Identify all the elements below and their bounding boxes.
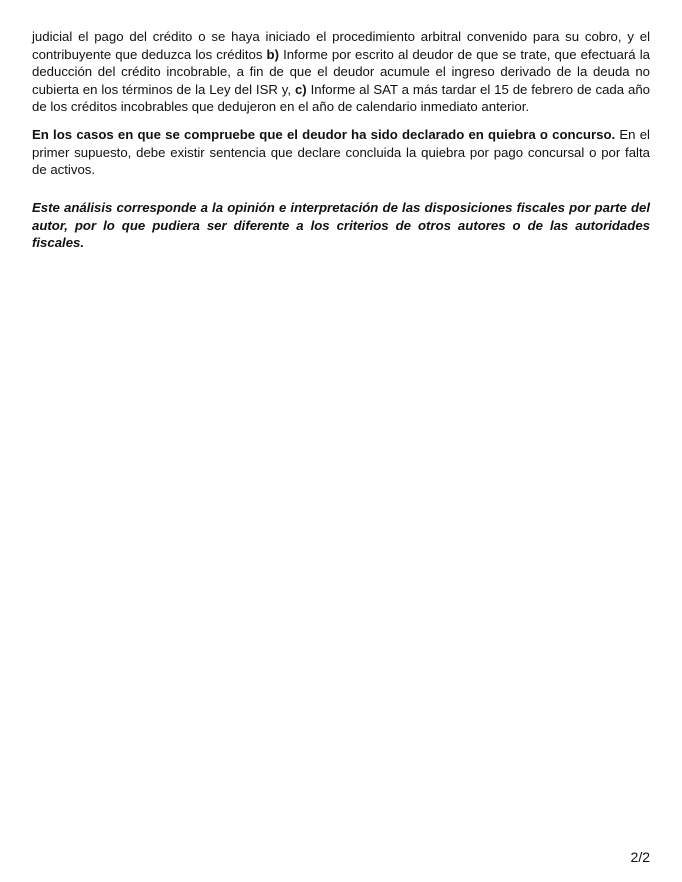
bankruptcy-text: En el primer supuesto, debe existir sentencia que declare concluida la quiebra por pago concursal o por falta de activos. bbox=[32, 127, 650, 178]
paragraph-bankruptcy bbox=[32, 126, 650, 179]
bankruptcy-heading: En los casos en que se compruebe que el deudor ha sido declarado en quiebra o concurso. bbox=[32, 127, 616, 142]
item-b-label: b) bbox=[266, 46, 279, 62]
paragraph1-text-part3: Informe al SAT a más tardar el 15 de febrero de cada año de los créditos incobrables que dedujeron en el año de calendario inmediato anterior. bbox=[32, 81, 650, 115]
page-number: 2/2 bbox=[630, 849, 650, 865]
paragraph1-text-part1: judicial el pago del crédito o se haya iniciado el procedimiento arbitral convenido para su cobro, y el contribuyente que deduzca los créditos bbox=[32, 29, 650, 62]
paragraph1-text-part2: Informe por escrito al deudor de que se trate, que efectuará la deducción del crédito incobrable, a fin de que el deudor acumule el ingreso derivado de la deuda no cubierta en los términos de la Ley del ISR y, bbox=[32, 46, 650, 97]
item-c-label: c) bbox=[294, 81, 307, 97]
disclaimer-paragraph: Este análisis corresponde a la opinión e interpretación de las disposiciones fiscales por parte del autor, por lo que pudiera ser diferente a los criterios de otros autores o de las autoridades fiscales. bbox=[32, 200, 650, 251]
paragraph-deduction-requirements bbox=[32, 28, 650, 116]
